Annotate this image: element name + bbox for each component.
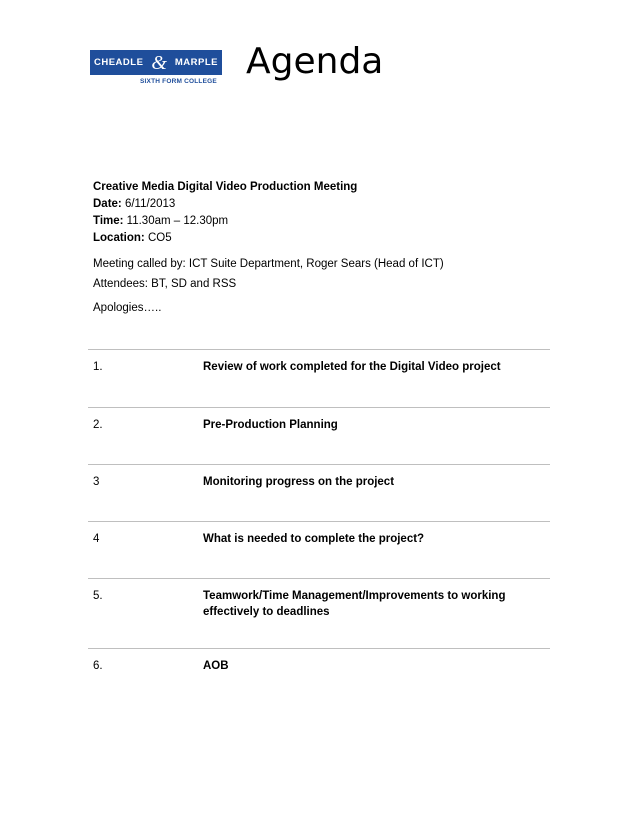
page-title: Agenda — [246, 41, 384, 82]
agenda-number: 5. — [93, 590, 103, 602]
date-value: 6/11/2013 — [124, 198, 176, 210]
college-logo — [90, 50, 222, 92]
agenda-item-text: Review of work completed for the Digital Video project — [203, 361, 501, 373]
logo-word-right: MARPLE — [174, 57, 218, 68]
time-value: 11.30am – 12.30pm — [126, 215, 229, 227]
agenda-row — [88, 407, 550, 464]
agenda-row — [88, 648, 550, 688]
attendees: Attendees: BT, SD and RSS — [93, 278, 237, 290]
agenda-number: 6. — [93, 660, 103, 672]
meeting-time — [93, 213, 357, 230]
agenda-item-text: Teamwork/Time Management/Improvements to working effectively to deadlines — [203, 590, 506, 618]
agenda-number: 3 — [93, 476, 100, 488]
agenda-table — [88, 349, 550, 688]
meeting-location — [93, 230, 357, 247]
logo-banner — [90, 50, 222, 75]
agenda-number: 2. — [93, 419, 103, 431]
date-label: Date: — [93, 198, 122, 210]
agenda-item-text: Monitoring progress on the project — [203, 476, 395, 488]
logo-word-left: CHEADLE — [94, 57, 144, 68]
agenda-row — [88, 521, 550, 578]
agenda-item-text: What is needed to complete the project? — [203, 533, 425, 545]
agenda-row — [88, 349, 550, 407]
location-value: CO5 — [147, 232, 172, 244]
meeting-details — [93, 179, 357, 247]
agenda-number: 1. — [93, 361, 103, 373]
apologies: Apologies….. — [93, 302, 162, 314]
logo-subtitle: SIXTH FORM COLLEGE — [140, 78, 217, 85]
agenda-row — [88, 464, 550, 521]
location-label: Location: — [93, 232, 145, 244]
agenda-item-text: Pre-Production Planning — [203, 419, 338, 431]
logo-ampersand: & — [151, 51, 167, 74]
called-by: Meeting called by: ICT Suite Department, Roger Sears (Head of ICT) — [93, 258, 444, 270]
meeting-name: Creative Media Digital Video Production Meeting — [93, 181, 358, 193]
agenda-item-text: AOB — [203, 660, 229, 672]
agenda-number: 4 — [93, 533, 100, 545]
agenda-row — [88, 578, 550, 648]
meeting-date — [93, 196, 357, 213]
time-label: Time: — [93, 215, 124, 227]
